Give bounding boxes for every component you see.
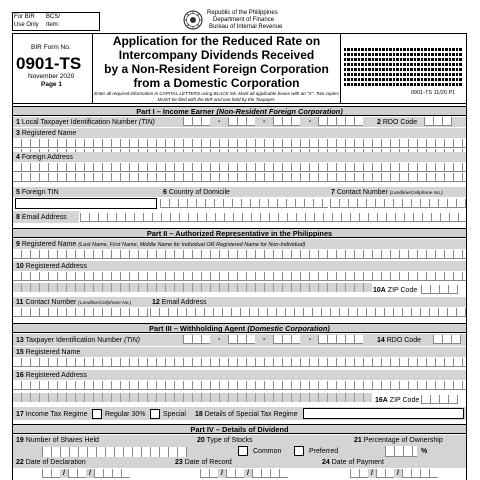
- field7-label: 7 Contact Number (Landline/Cellphone No.): [331, 189, 443, 196]
- preferred-label: Preferred: [309, 448, 339, 455]
- part1-title: Part I – Income Earner: [136, 107, 215, 116]
- wa-tin-dash-2: -: [263, 336, 266, 343]
- title-line-2: Intercompany Dividends Received: [118, 48, 315, 62]
- field4-label: 4 Foreign Address: [16, 154, 73, 161]
- rep-contact-input[interactable]: [12, 308, 149, 317]
- rep-name-input-1[interactable]: [12, 250, 467, 259]
- payment-slash-2: /: [394, 469, 402, 478]
- part3-title-italic: (Domestic Corporation): [247, 324, 330, 333]
- field10-label: 10 Registered Address: [16, 263, 87, 270]
- field8-label: 8 Email Address: [16, 214, 67, 221]
- field9-label: 9 Registered Name (Last Name, First Name, Middle Name for Individual OR Registered Name for Non-Individual): [16, 241, 306, 248]
- part3-title: Part III – Withholding Agent: [149, 324, 246, 333]
- field14-label: 14 RDO Code: [377, 337, 421, 344]
- special-checkbox[interactable]: [150, 409, 160, 419]
- part1-title-italic: (Non-Resident Foreign Corporation): [216, 107, 343, 116]
- contact-number-input[interactable]: [330, 199, 467, 208]
- field5-label: 5 Foreign TIN: [16, 189, 59, 196]
- instructions-text: Enter all required information in CAPITAL LETTERS using BLACK ink. Mark all applicable boxes with an "X". Two copies MUST be filed with the BIR and one held by the Taxpayer.: [94, 91, 339, 102]
- field13-label: 13 Taxpayer Identification Number (TIN): [16, 337, 141, 344]
- rep-address-input-2[interactable]: [12, 283, 372, 292]
- payment-month-input[interactable]: [350, 469, 368, 478]
- regular-30-label: Regular 30%: [105, 411, 146, 418]
- wa-tin-input-3[interactable]: [273, 335, 300, 344]
- record-year-input[interactable]: [252, 469, 288, 478]
- field17-label: 17 Income Tax Regime: [16, 411, 88, 418]
- declaration-day-input[interactable]: [68, 469, 86, 478]
- wa-tin-input-1[interactable]: [183, 335, 210, 344]
- tin-input-4[interactable]: [318, 117, 363, 126]
- bir-seal-icon: [183, 10, 203, 30]
- declaration-slash-2: /: [86, 469, 94, 478]
- tin-input-3[interactable]: [273, 117, 300, 126]
- department-text: Department of Finance: [213, 17, 275, 23]
- title-line-4: from a Domestic Corporation: [133, 76, 300, 90]
- wa-tin-dash-1: -: [218, 336, 221, 343]
- special-regime-input[interactable]: [303, 408, 464, 419]
- title-line-1: Application for the Reduced Rate on: [112, 34, 321, 48]
- field16a-label: 16A ZIP Code: [375, 397, 420, 404]
- bcs-label-2: Item:: [46, 22, 60, 28]
- form-label: BIR Form No.: [31, 44, 71, 51]
- tin-dash-1: -: [218, 118, 221, 125]
- record-day-input[interactable]: [226, 469, 244, 478]
- field20-label: 20 Type of Stocks: [197, 437, 253, 444]
- record-slash-1: /: [218, 469, 226, 478]
- bir-use-label-2: Use Only: [14, 22, 39, 28]
- wa-address-input-2[interactable]: [12, 393, 372, 402]
- part4-header: Part IV – Details of Dividend: [12, 424, 467, 434]
- tin-dash-3: -: [309, 118, 312, 125]
- wa-name-input-1[interactable]: [12, 358, 467, 367]
- field15-row: [12, 347, 467, 357]
- field6-label: 6 Country of Domicile: [163, 189, 230, 196]
- field19-label: 19 Number of Shares Held: [16, 437, 99, 444]
- common-checkbox[interactable]: [238, 446, 248, 456]
- bureau-text: Bureau of Internal Revenue: [209, 24, 283, 30]
- field16-label: 16 Registered Address: [16, 372, 87, 379]
- preferred-checkbox[interactable]: [294, 446, 304, 456]
- rdo-input[interactable]: [424, 117, 452, 126]
- title-line-3: by a Non-Resident Foreign Corporation: [104, 62, 329, 76]
- wa-rdo-input[interactable]: [433, 335, 461, 344]
- form-title: [92, 34, 341, 90]
- field24-label: 24 Date of Payment: [322, 459, 384, 466]
- tin-input-1[interactable]: [183, 117, 210, 126]
- declaration-month-input[interactable]: [42, 469, 60, 478]
- field10a-label: 10A ZIP Code: [373, 287, 418, 294]
- wa-zip-input[interactable]: [421, 395, 458, 404]
- foreign-address-input-2[interactable]: [12, 173, 467, 182]
- email-input[interactable]: [80, 213, 467, 222]
- record-slash-2: /: [244, 469, 252, 478]
- bcs-label-1: BCS/: [46, 14, 61, 20]
- field3-label: 3 Registered Name: [16, 130, 77, 137]
- declaration-year-input[interactable]: [94, 469, 130, 478]
- wa-tin-dash-3: -: [309, 336, 312, 343]
- bir-use-label-1: For BIR: [14, 14, 35, 20]
- payment-year-input[interactable]: [402, 469, 438, 478]
- wa-tin-input-2[interactable]: [228, 335, 255, 344]
- form-number: 0901-TS: [16, 54, 82, 73]
- foreign-tin-input[interactable]: [15, 198, 157, 209]
- country-input[interactable]: [160, 199, 328, 208]
- field22-label: 22 Date of Declaration: [16, 459, 86, 466]
- field23-label: 23 Date of Record: [175, 459, 232, 466]
- field18-label: 18 Details of Special Tax Regime: [195, 411, 298, 418]
- tin-dash-2: -: [263, 118, 266, 125]
- payment-day-input[interactable]: [376, 469, 394, 478]
- special-label: Special: [163, 411, 186, 418]
- field1-label: 1 Local Taxpayer Identification Number (TIN): [16, 119, 155, 126]
- republic-text: Republic of the Philippines: [207, 10, 278, 16]
- part2-header: Part II – Authorized Representative in the Philippines: [12, 228, 467, 238]
- rep-email-input[interactable]: [150, 308, 467, 317]
- field11-label: 11 Contact Number (Landline/Cellphone No.): [16, 299, 132, 306]
- field15-label: 15 Registered Name: [16, 349, 81, 356]
- form-page: Page 1: [41, 81, 62, 88]
- rep-address-input-1[interactable]: [12, 272, 467, 281]
- barcode-icon: [343, 48, 463, 88]
- record-month-input[interactable]: [200, 469, 218, 478]
- form-date: November 2020: [28, 73, 75, 80]
- barcode-code: 0901-TS 11/20 P1: [411, 90, 456, 96]
- percent-sign: %: [421, 448, 428, 455]
- field3-row: [12, 128, 467, 138]
- field21-label: 21 Percentage of Ownership: [354, 437, 443, 444]
- declaration-slash-1: /: [60, 469, 68, 478]
- part3-header: [12, 323, 467, 333]
- tin-input-2[interactable]: [228, 117, 255, 126]
- rep-zip-input[interactable]: [421, 285, 458, 294]
- regular-30-checkbox[interactable]: [92, 409, 102, 419]
- field2-label: 2 RDO Code: [377, 119, 418, 126]
- foreign-address-input-1[interactable]: [12, 163, 467, 172]
- ownership-pct-input[interactable]: [385, 446, 417, 457]
- registered-name-input-1[interactable]: [12, 139, 467, 148]
- part1-header: [12, 106, 467, 116]
- field4-row: [12, 152, 467, 162]
- common-label: Common: [253, 448, 282, 455]
- wa-address-input-1[interactable]: [12, 381, 467, 390]
- wa-tin-input-4[interactable]: [318, 335, 363, 344]
- payment-slash-1: /: [368, 469, 376, 478]
- field12-label: 12 Email Address: [152, 299, 207, 306]
